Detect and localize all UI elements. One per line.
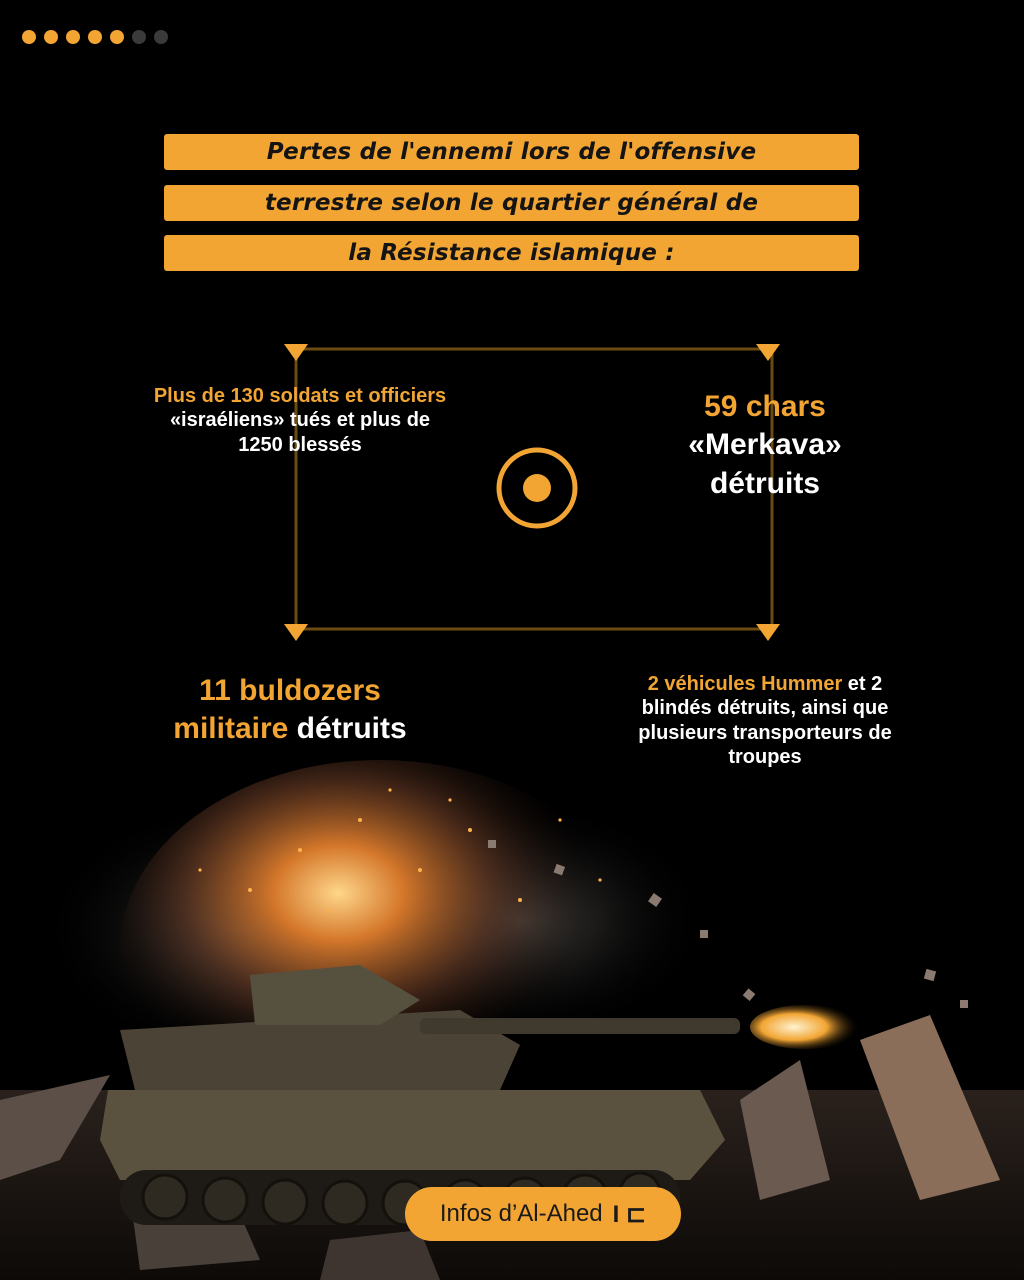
stat-bulldozers-highlight-2: militaire [173,712,289,746]
stat-tanks-text: «Merkava» détruits [688,428,842,500]
stat-bulldozers-text: détruits [288,712,407,746]
stat-vehicles [620,672,910,770]
stat-tanks-highlight: 59 chars [704,390,826,423]
stat-bulldozers-highlight: 11 buldozers [199,674,381,707]
source-badge [405,1187,681,1241]
title-line-1: Pertes de l'ennemi lors de l'offensive [164,134,859,170]
source-label: Infos d’Al-Ahed [439,1200,603,1227]
stat-vehicles-text: et 2 blindés détruits, ainsi que plusieurs transporteurs de troupes [638,673,892,769]
title-line-3: la Résistance islamique : [164,235,859,271]
stat-soldiers-highlight: Plus de 130 soldats et officiers [153,385,447,407]
stat-tanks [660,388,870,503]
stat-bulldozers [150,672,430,749]
stat-vehicles-highlight: 2 véhicules Hummer [647,673,843,695]
stat-soldiers-text: «israéliens» tués et plus de 1250 blessés [169,409,431,456]
title-line-2: terrestre selon le quartier général de [164,185,859,221]
al-ahed-logo-icon: I ⊏ [612,1200,647,1228]
stat-soldiers [150,384,450,457]
